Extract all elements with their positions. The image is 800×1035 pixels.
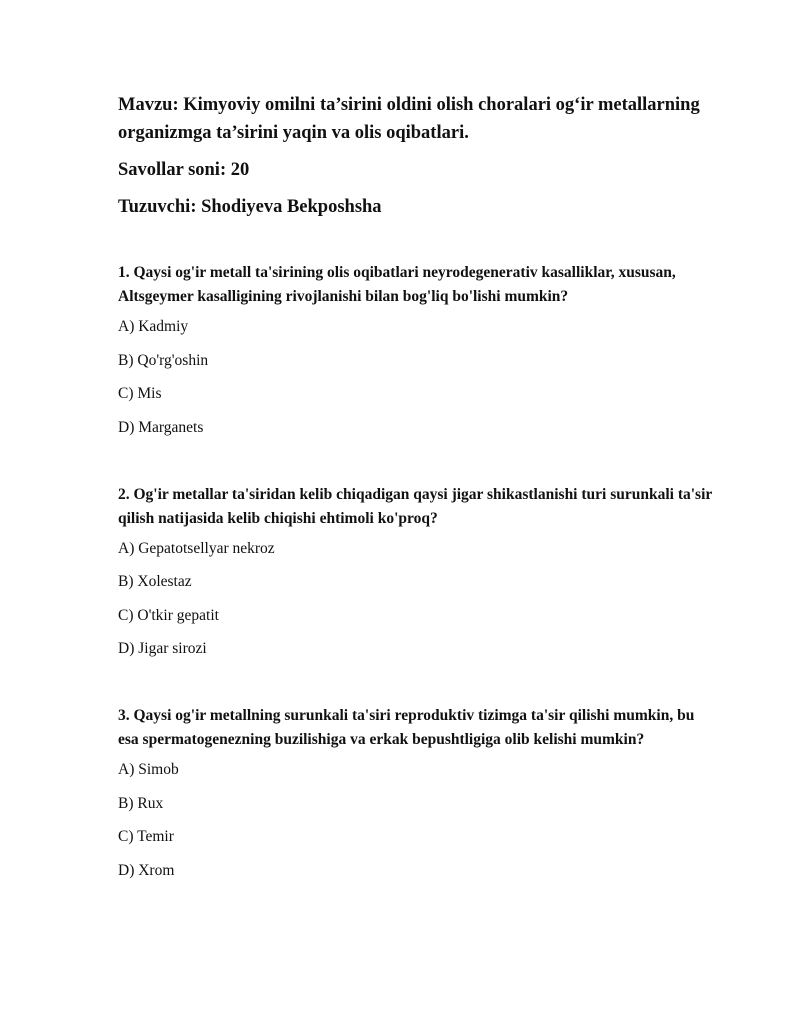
question-text: 3. Qaysi og'ir metallning surunkali ta'siri reproduktiv tizimga ta'sir qilishi mumkin, bu esa spermatogenezning buzilishiga va erkak bepushtligiga olib kelishi mumkin? bbox=[118, 707, 695, 748]
answer-option-a: A) Kadmiy bbox=[118, 318, 189, 335]
answer-option-b: B) Rux bbox=[118, 794, 164, 812]
answer-option-b: B) Xolestaz bbox=[118, 573, 192, 590]
question-1 bbox=[118, 261, 718, 438]
answer-option-c: C) Temir bbox=[118, 828, 174, 845]
answer-option-c: C) O'tkir gepatit bbox=[118, 606, 219, 624]
answer-option-a: A) Gepatotsellyar nekroz bbox=[118, 539, 275, 557]
document-title: Mavzu: Kimyoviy omilni ta’sirini oldini olish choralari og‘ir metallarning organizmga ta’sirini yaqin va olis oqibatlari. bbox=[118, 95, 700, 143]
question-text: 2. Og'ir metallar ta'siridan kelib chiqadigan qaysi jigar shikastlanishi turi surunkali ta'sir qilish natijasida kelib chiqishi ehtimoli ko'proq? bbox=[118, 485, 712, 527]
author-line: Tuzuvchi: Shodiyeva Bekposhsha bbox=[118, 197, 382, 217]
answer-option-d: D) Jigar sirozi bbox=[118, 640, 207, 657]
answer-option-d: D) Marganets bbox=[118, 418, 204, 436]
answer-option-c: C) Mis bbox=[118, 385, 162, 402]
question-count: Savollar soni: 20 bbox=[118, 160, 250, 180]
question-3 bbox=[118, 704, 718, 881]
answer-options bbox=[118, 317, 718, 438]
document-content bbox=[118, 91, 718, 881]
question-2 bbox=[118, 483, 718, 660]
question-text: 1. Qaysi og'ir metall ta'sirining olis oqibatlari neyrodegenerativ kasalliklar, xususan, Altsgeymer kasalligining rivojlanishi bilan bog'liq bo'lishi mumkin? bbox=[118, 264, 676, 305]
answer-options bbox=[118, 760, 718, 881]
answer-option-b: B) Qo'rg'oshin bbox=[118, 351, 209, 369]
answer-options bbox=[118, 539, 718, 660]
answer-option-a: A) Simob bbox=[118, 761, 179, 778]
answer-option-d: D) Xrom bbox=[118, 861, 175, 879]
